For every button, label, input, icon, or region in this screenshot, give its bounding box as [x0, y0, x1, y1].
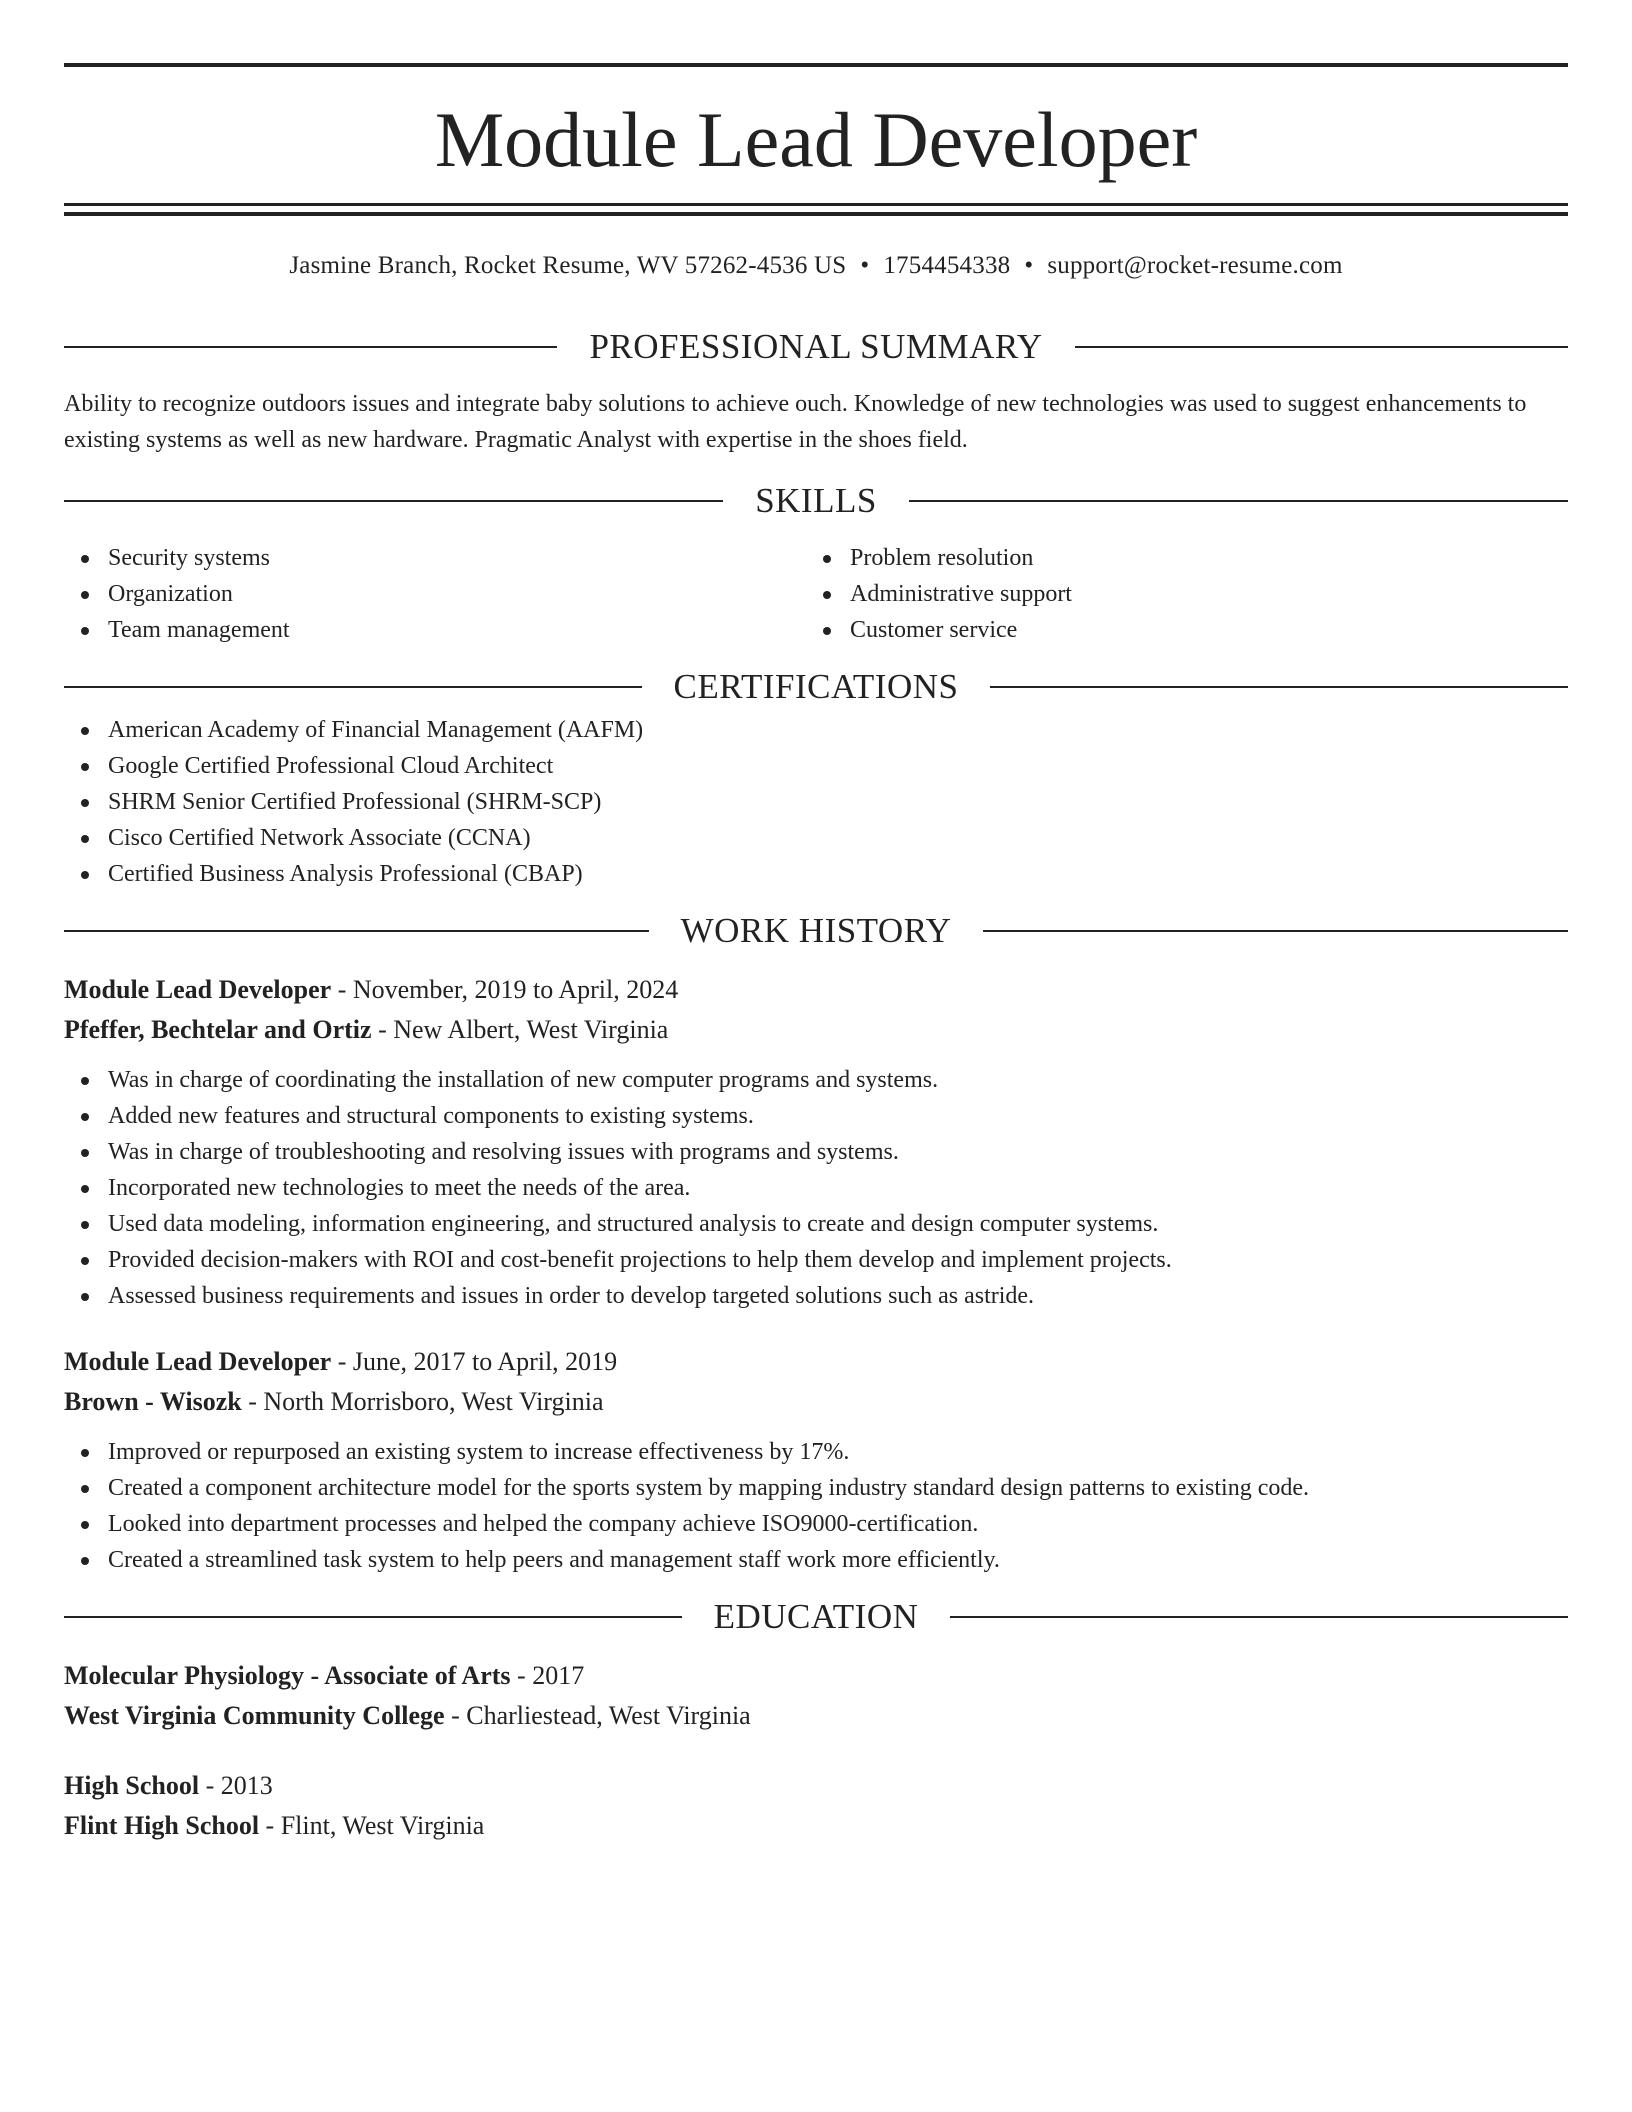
job-title: Module Lead Developer: [64, 1347, 332, 1376]
job-bullet: Added new features and structural components to existing systems.: [64, 1098, 1568, 1134]
job-bullet: Provided decision-makers with ROI and cost-benefit projections to help them develop and implement projects.: [64, 1242, 1568, 1278]
job-bullet: Assessed business requirements and issues in order to develop targeted solutions such as astride.: [64, 1278, 1568, 1314]
job-company-line: [64, 1382, 1568, 1422]
section-title: PROFESSIONAL SUMMARY: [589, 327, 1043, 366]
education-location: - Charliestead, West Virginia: [444, 1701, 751, 1730]
job-title-line: [64, 970, 1568, 1010]
education-year: - 2013: [199, 1771, 273, 1800]
divider: [909, 500, 1568, 502]
divider: [1075, 346, 1568, 348]
skills-list: [64, 540, 1568, 648]
section-title: EDUCATION: [713, 1597, 919, 1636]
skills-column-left: [64, 540, 806, 648]
contact-line: [64, 252, 1568, 292]
job-company-line: [64, 1010, 1568, 1050]
contact-separator: •: [1024, 252, 1034, 279]
certifications-list: [64, 712, 1568, 892]
job-entry: [64, 1342, 1568, 1578]
skill-item: Team management: [64, 612, 806, 648]
job-bullet: Improved or repurposed an existing system to increase effectiveness by 17%.: [64, 1434, 1568, 1470]
education-degree: High School: [64, 1771, 200, 1800]
education-school-line: [64, 1806, 1568, 1846]
section-title: CERTIFICATIONS: [673, 667, 959, 706]
contact-separator: •: [860, 252, 870, 279]
contact-address: Jasmine Branch, Rocket Resume, WV 57262-4536 US: [289, 252, 847, 279]
job-entry: [64, 970, 1568, 1314]
certification-item: Certified Business Analysis Professional (CBAP): [64, 856, 1568, 892]
certification-item: American Academy of Financial Management (AAFM): [64, 712, 1568, 748]
divider: [64, 686, 642, 688]
education-entry: [64, 1766, 1568, 1846]
job-bullet: Used data modeling, information engineering, and structured analysis to create and design computer systems.: [64, 1206, 1568, 1242]
divider: [64, 1616, 682, 1618]
top-rule: [64, 63, 1568, 67]
education-year: - 2017: [510, 1661, 585, 1690]
section-title: WORK HISTORY: [680, 911, 952, 950]
education-entry: [64, 1656, 1568, 1736]
divider: [64, 346, 557, 348]
skill-item: Customer service: [806, 612, 1548, 648]
job-bullets: [64, 1062, 1568, 1314]
education-degree-line: [64, 1656, 1568, 1696]
section-heading-skills: [64, 476, 1568, 526]
section-heading-work: [64, 906, 1568, 956]
education-degree: Molecular Physiology - Associate of Arts: [64, 1661, 511, 1690]
contact-email: support@rocket-resume.com: [1047, 252, 1343, 279]
divider: [983, 930, 1568, 932]
education-school: Flint High School: [64, 1811, 260, 1840]
job-location: - North Morrisboro, West Virginia: [241, 1387, 604, 1416]
job-company: Brown - Wisozk: [64, 1387, 242, 1416]
resume-title: Module Lead Developer: [434, 96, 1198, 183]
divider: [990, 686, 1568, 688]
job-company: Pfeffer, Bechtelar and Ortiz: [64, 1015, 372, 1044]
education-school-line: [64, 1696, 1568, 1736]
certification-item: Google Certified Professional Cloud Architect: [64, 748, 1568, 784]
skill-item: Organization: [64, 576, 806, 612]
education-school: West Virginia Community College: [64, 1701, 445, 1730]
skill-item: Security systems: [64, 540, 806, 576]
job-bullet: Looked into department processes and helped the company achieve ISO9000-certification.: [64, 1506, 1568, 1542]
job-bullet: Created a streamlined task system to help peers and management staff work more efficiently.: [64, 1542, 1568, 1578]
title-double-rule: [64, 203, 1568, 216]
skills-column-right: [806, 540, 1548, 648]
section-title: SKILLS: [755, 481, 877, 520]
contact-phone: 1754454338: [883, 252, 1011, 279]
job-location: - New Albert, West Virginia: [371, 1015, 669, 1044]
education-degree-line: [64, 1766, 1568, 1806]
job-dates: - November, 2019 to April, 2024: [331, 975, 679, 1004]
divider: [950, 1616, 1568, 1618]
job-title-line: [64, 1342, 1568, 1382]
certification-item: SHRM Senior Certified Professional (SHRM-SCP): [64, 784, 1568, 820]
education-location: - Flint, West Virginia: [259, 1811, 485, 1840]
job-bullet: Was in charge of troubleshooting and resolving issues with programs and systems.: [64, 1134, 1568, 1170]
job-title: Module Lead Developer: [64, 975, 332, 1004]
certification-item: Cisco Certified Network Associate (CCNA): [64, 820, 1568, 856]
resume-page: [64, 0, 1568, 1846]
job-bullet: Was in charge of coordinating the installation of new computer programs and systems.: [64, 1062, 1568, 1098]
skill-item: Problem resolution: [806, 540, 1548, 576]
job-bullet: Incorporated new technologies to meet the needs of the area.: [64, 1170, 1568, 1206]
skill-item: Administrative support: [806, 576, 1548, 612]
job-bullets: [64, 1434, 1568, 1578]
job-bullet: Created a component architecture model for the sports system by mapping industry standard design patterns to existing code.: [64, 1470, 1568, 1506]
section-heading-education: [64, 1592, 1568, 1642]
section-heading-certifications: [64, 662, 1568, 712]
summary-text: Ability to recognize outdoors issues and integrate baby solutions to achieve ouch. Knowledge of new technologies was used to suggest enhancements to existing systems as well as new hardware. Pragmatic Analyst with expertise in the shoes field.: [64, 391, 1527, 453]
divider: [64, 500, 723, 502]
section-heading-summary: [64, 322, 1568, 372]
divider: [64, 930, 649, 932]
job-dates: - June, 2017 to April, 2019: [331, 1347, 618, 1376]
